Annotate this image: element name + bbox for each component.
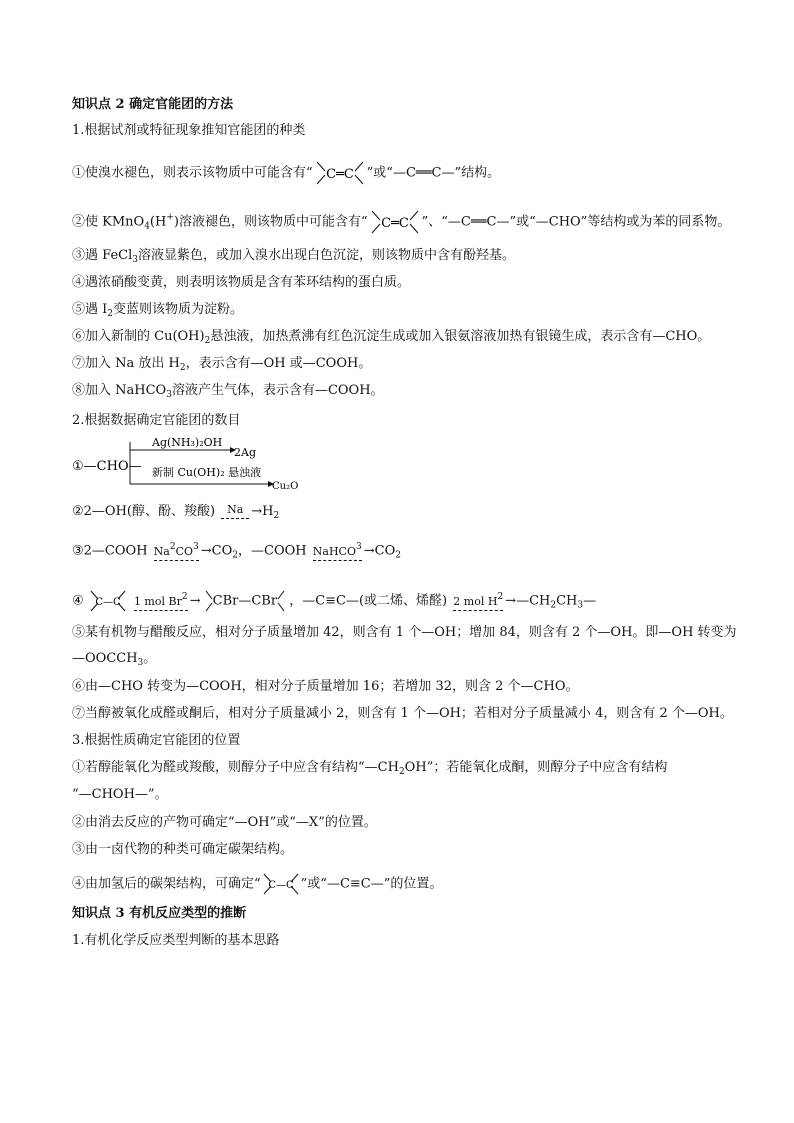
subheading-3: 3.根据性质确定官能团的位置 bbox=[72, 733, 241, 748]
line-3: ③遇 FeCl$_3$溶液显紫色，或加入溴水出现白色沉淀，则该物质中含有酚羟基。 bbox=[72, 248, 515, 265]
line-d4: ④ C—C 1 mol Br$^2$ → CBr—CBr ，—C≡C—(或二烯、烯醛) 2 mol $H^2$ $\to—CH_2CH_3—$ bbox=[72, 588, 596, 616]
line-d6: ⑥由—CHO 转变为—COOH，相对分子质量增加 16；若增加 32，则含 2 个—CHO。 bbox=[72, 679, 579, 694]
bond-right-icon bbox=[277, 588, 285, 614]
reaction-arrow: Na bbox=[221, 504, 249, 519]
svg-text:2Ag: 2Ag bbox=[234, 446, 256, 459]
section-2-title: 知识点 2 确定官能团的方法 bbox=[72, 97, 234, 112]
svg-text:Cu₂O: Cu₂O bbox=[272, 481, 299, 492]
line-6: ⑥加入新制的 $Cu(OH)_2$悬浊液，加热煮沸有红色沉淀生成或加入银氨溶液加热有银镜生成，表示含有—CHO。 bbox=[72, 329, 711, 346]
line-d7: ⑦当醇被氧化成醛或酮后，相对分子质量减小 2，则含有 1 个—OH；若相对分子质量减小 4，则含有 2 个—OH。 bbox=[72, 706, 733, 721]
line-5: ⑤遇 $I_2$变蓝则该物质为淀粉。 bbox=[72, 302, 244, 319]
line-1: ①使溴水褪色，则表示该物质中可能含有“ C═C ”或“—C══C—”结构。 bbox=[72, 158, 500, 188]
cho-reaction-diagram bbox=[72, 432, 312, 494]
svg-text:C—C: C—C bbox=[268, 880, 294, 891]
reaction-arrow: $Na^2CO^3$ bbox=[154, 541, 199, 561]
alkene-structure-icon bbox=[368, 207, 422, 237]
subheading-1: 1.根据试剂或特征现象推知官能团的种类 bbox=[72, 123, 306, 138]
line-p3: ③由一卤代物的种类可确定碳架结构。 bbox=[72, 842, 294, 857]
line-4: ④遇浓硝酸变黄，则表明该物质是含有苯环结构的蛋白质。 bbox=[72, 275, 411, 290]
line-8: ⑧加入 NaHCO$_3$溶液产生气体，表示含有—COOH。 bbox=[72, 383, 384, 400]
reaction-arrow: 1 mol Br$^2$ bbox=[134, 591, 188, 611]
svg-text:①—CHO—: ①—CHO— bbox=[72, 459, 142, 474]
alkene-small-icon bbox=[261, 871, 301, 897]
svg-text:新制 Cu(OH)₂ 悬浊液: 新制 Cu(OH)₂ 悬浊液 bbox=[152, 466, 262, 479]
line-p1b: “—CHOH—”。 bbox=[72, 787, 168, 802]
line-2: ②使 KMnO$_4$(H+)溶液褪色，则该物质中可能含有“ C═C ”、“—C══C—”或“—CHO”等结构或为苯的同系物。 bbox=[72, 207, 730, 237]
section-3-title: 知识点 3 有机反应类型的推断 bbox=[72, 906, 247, 921]
svg-text:C═C: C═C bbox=[380, 216, 409, 231]
svg-text:C—C: C—C bbox=[95, 597, 121, 608]
line-7: ⑦加入 Na 放出 $H_2$，表示含有—OH 或—COOH。 bbox=[72, 356, 372, 373]
subheading-2: 2.根据数据确定官能团的数目 bbox=[72, 413, 241, 428]
line-d5b: $—OOCCH_3$。 bbox=[72, 651, 157, 668]
section-3-subheading: 1.有机化学反应类型判断的基本思路 bbox=[72, 933, 280, 948]
bond-left-icon bbox=[205, 588, 213, 614]
alkyne-structure: —C══C— bbox=[447, 214, 510, 230]
alkyne-structure: —C══C— bbox=[392, 165, 455, 181]
svg-text:C═C: C═C bbox=[325, 167, 354, 182]
line-d5a: ⑤某有机物与醋酸反应，相对分子质量增加 42，则含有 1 个—OH；增加 84，则含有 2 个—OH。即—OH 转变为 bbox=[72, 625, 737, 640]
svg-text:Ag(NH₃)₂OH: Ag(NH₃)₂OH bbox=[152, 436, 223, 449]
line-p1a: ①若醇能氧化为醛或羧酸，则醇分子中应含有结构“$—CH_2OH$”；若能氧化成酮，则醇分子中应含有结构 bbox=[72, 760, 668, 777]
reaction-arrow: NaHCO$^3$ bbox=[313, 541, 362, 561]
line-p4: ④由加氢后的碳架结构，可确定“ C—C ”或“—C≡C—”的位置。 bbox=[72, 871, 442, 897]
line-d2: ②2—OH(醇、酚、羧酸) Na $\to H_2$ bbox=[72, 503, 280, 521]
alkene-structure-icon bbox=[313, 158, 367, 188]
line-d3: ③2—COOH $Na^2CO^3$ $\to CO_2$，—COOH NaHCO$^3$ $\to CO_2$ bbox=[72, 542, 401, 561]
reaction-arrow: 2 mol $H^2$ bbox=[453, 591, 503, 611]
line-p2: ②由消去反应的产物可确定“—OH”或“—X”的位置。 bbox=[72, 815, 377, 830]
alkene-small-icon bbox=[88, 588, 128, 614]
